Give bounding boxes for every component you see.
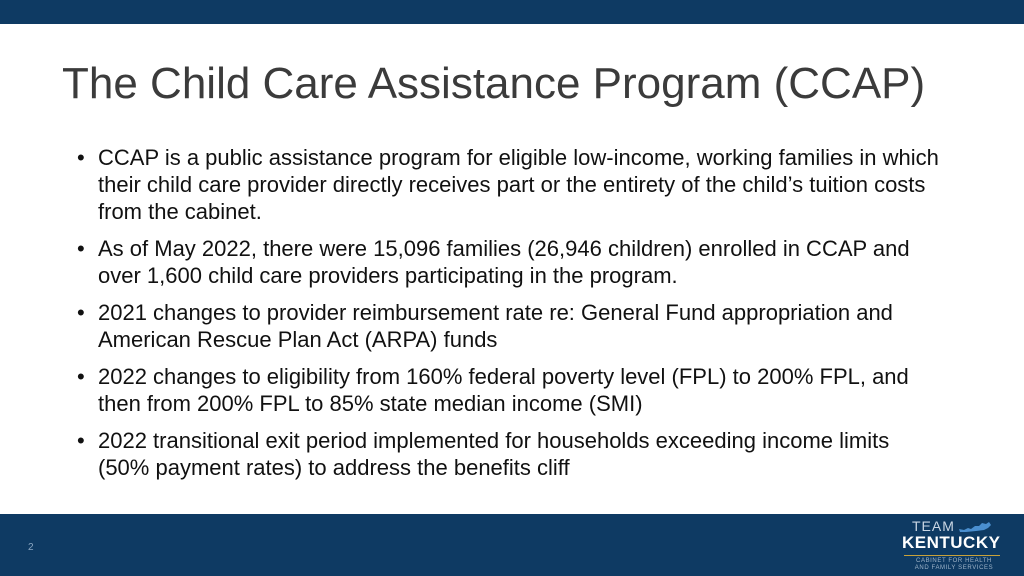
bullet-item [72,144,942,225]
logo-services-text: AND FAMILY SERVICES [914,565,994,571]
bullet-list [72,144,942,491]
logo-cabinet-text: CABINET FOR HEALTH [916,558,992,564]
bullet-item [72,235,942,289]
logo-team-text: TEAM [912,518,955,534]
bullet-item [72,299,942,353]
footer-banner [0,514,1024,576]
bullet-item [72,427,942,481]
bullet-text: 2021 changes to provider reimbursement rate re: General Fund appropriation and American Rescue Plan Act (ARPA) funds [98,300,893,352]
bullet-marker-icon: • [77,300,85,325]
bullet-text: 2022 transitional exit period implemented for households exceeding income limits (50% payment rates) to address the benefits cliff [98,428,890,480]
bullet-item [72,363,942,417]
bullet-marker-icon: • [77,428,85,453]
kentucky-state-icon [958,521,992,533]
top-banner [0,0,1024,24]
bullet-marker-icon: • [77,236,85,261]
bullet-marker-icon: • [77,364,85,389]
bullet-text: CCAP is a public assistance program for eligible low-income, working families in which their child care provider directly receives part or the entirety of the child’s tuition costs from the cabinet. [98,145,939,224]
bullet-text: 2022 changes to eligibility from 160% federal poverty level (FPL) to 200% FPL, and then from 200% FPL to 85% state median income (SMI) [98,364,909,416]
slide-title: The Child Care Assistance Program (CCAP) [62,59,926,108]
logo-kentucky-text: KENTUCKY [902,533,1001,552]
logo-divider [904,555,1000,556]
bullet-marker-icon: • [77,145,85,170]
page-number: 2 [28,542,34,553]
bullet-text: As of May 2022, there were 15,096 families (26,946 children) enrolled in CCAP and over 1,600 child care providers participating in the program. [98,236,910,288]
team-kentucky-logo [898,518,1008,574]
